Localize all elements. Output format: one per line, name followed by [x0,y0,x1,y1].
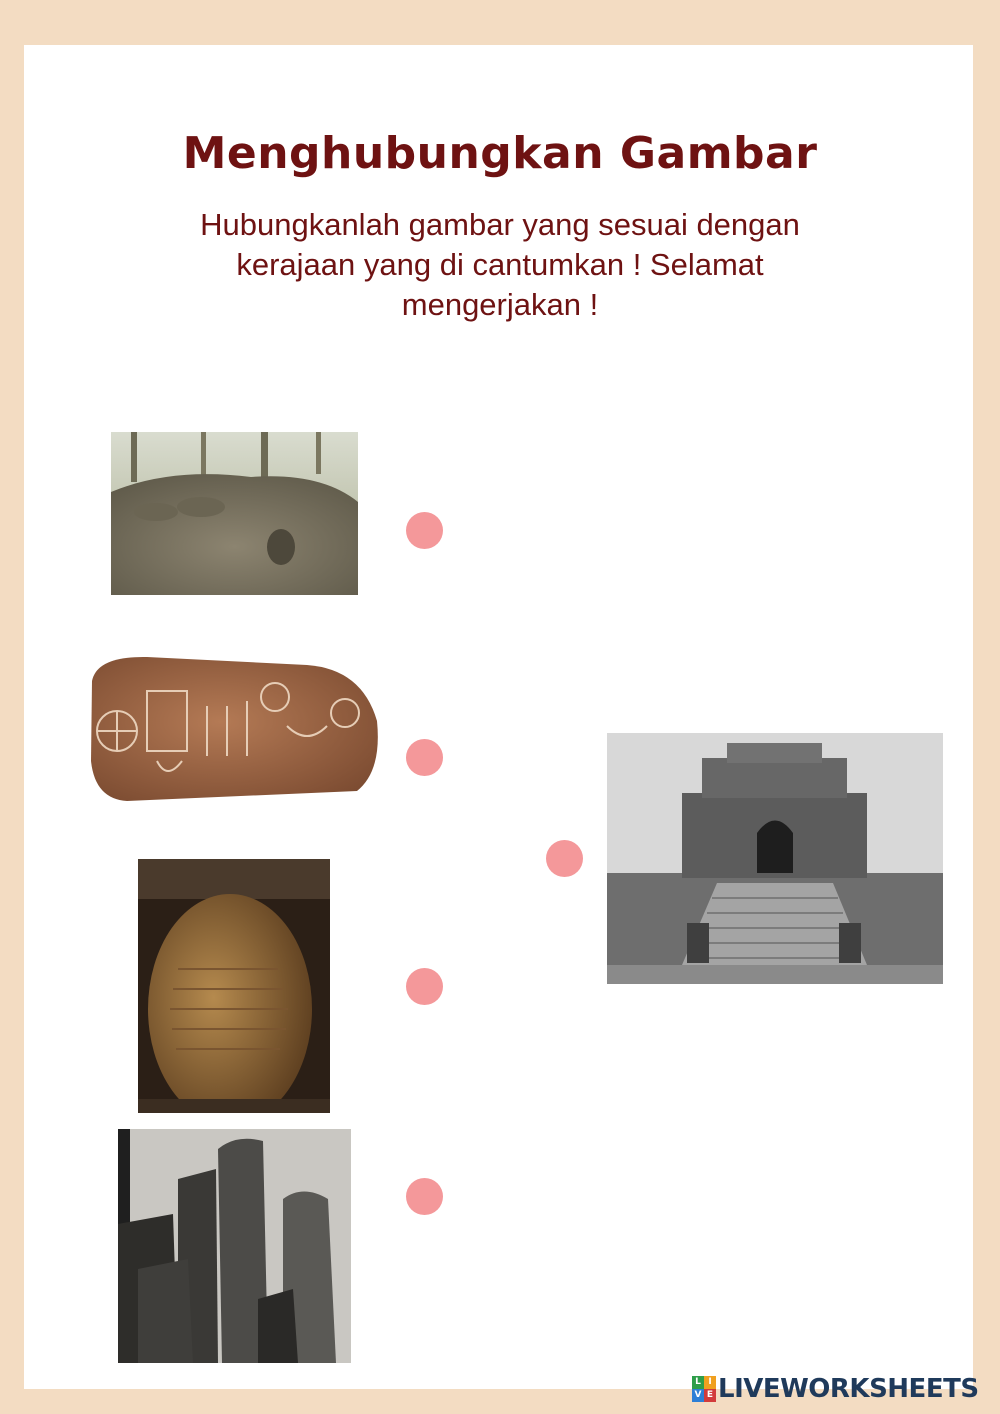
footprint-stone-photo [111,432,358,595]
egg-shaped-inscription-stone-photo [138,859,330,1113]
match-dot-4[interactable] [406,1178,443,1215]
temple-photo [607,733,943,984]
brand-name: LIVEWORKSHEETS [718,1374,979,1404]
carved-rock-inscription-photo [87,651,382,803]
page-title: Menghubungkan Gambar [182,128,818,179]
standing-inscription-stones-photo [118,1129,351,1363]
match-dot-1[interactable] [406,512,443,549]
liveworksheets-logo-icon: L I V E [692,1376,716,1402]
instruction-text: Hubungkanlah gambar yang sesuai dengan kerajaan yang di cantumkan ! Selamat mengerjakan ! [200,207,800,322]
match-dot-2[interactable] [406,739,443,776]
match-dot-temple[interactable] [546,840,583,877]
match-dot-3[interactable] [406,968,443,1005]
liveworksheets-logo[interactable] [692,1372,979,1406]
